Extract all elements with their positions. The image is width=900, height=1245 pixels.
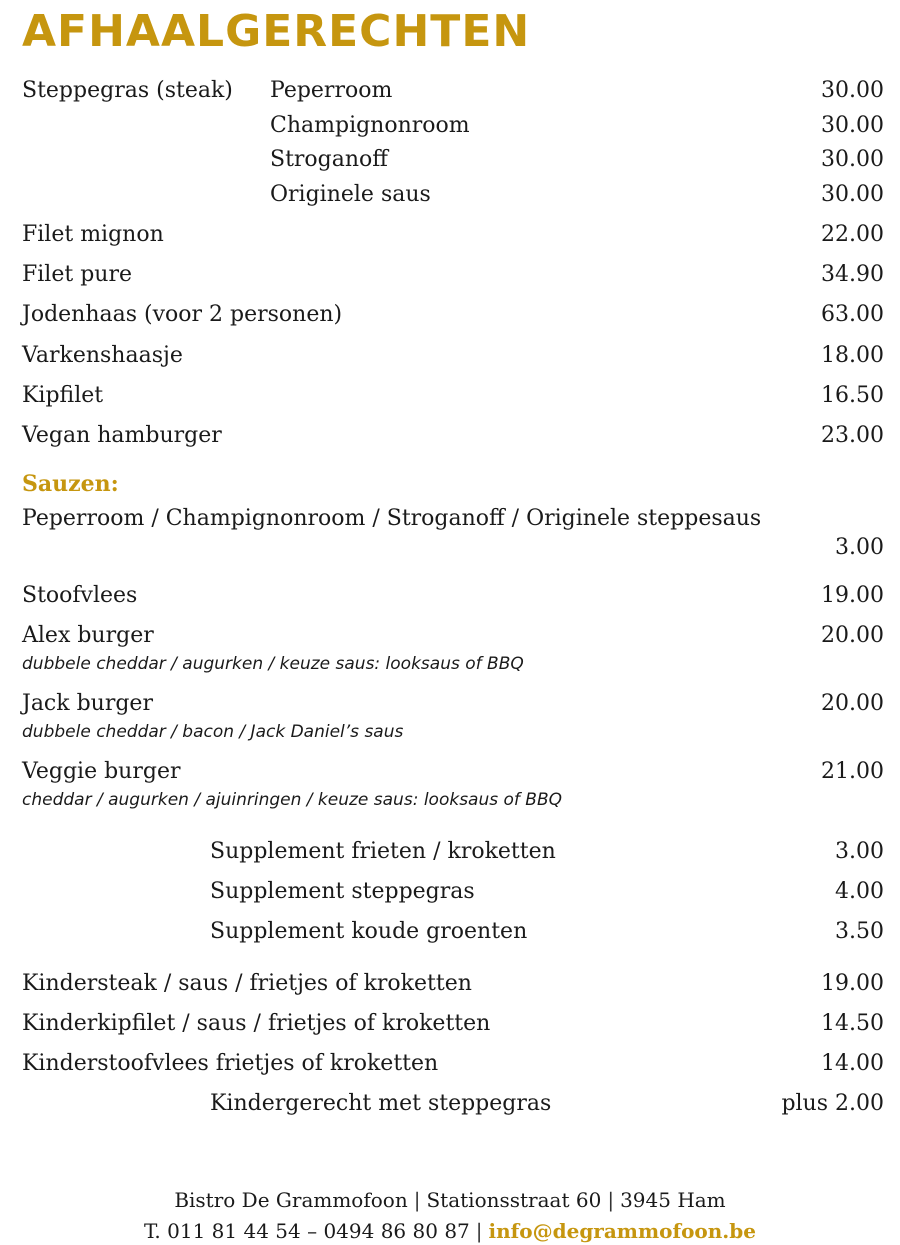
page-title: AFHAALGERECHTEN — [22, 6, 531, 57]
burger-description: cheddar / augurken / ajuinringen / keuze saus: looksaus of BBQ — [22, 790, 562, 810]
menu-item-name: Stoofvlees — [22, 583, 138, 608]
menu-item-price: 63.00 — [821, 302, 884, 327]
steppegras-option-price: 30.00 — [821, 147, 884, 172]
menu-item-name: Jodenhaas (voor 2 personen) — [22, 302, 343, 327]
steppegras-option-price: 30.00 — [821, 113, 884, 138]
burger-name: Jack burger — [22, 691, 153, 716]
steppegras-name: Steppegras (steak) — [22, 78, 233, 103]
kids-item-price: 14.00 — [821, 1051, 884, 1076]
steppegras-option-label: Stroganoff — [270, 147, 388, 172]
footer-contact-line — [0, 1218, 900, 1244]
supplement-name: Supplement frieten / kroketten — [210, 839, 556, 864]
steppegras-option-label: Originele saus — [270, 182, 431, 207]
footer-address-line — [0, 1187, 900, 1213]
burger-price: 20.00 — [821, 691, 884, 716]
supplement-price: 3.50 — [835, 919, 884, 944]
supplement-name: Supplement steppegras — [210, 879, 475, 904]
footer-email-link[interactable]: info@degrammofoon.be — [488, 1219, 756, 1243]
kids-item-price: 19.00 — [821, 971, 884, 996]
sauzen-list: Peperroom / Champignonroom / Stroganoff / Originele steppesaus — [22, 506, 762, 531]
sauzen-price: 3.00 — [835, 535, 884, 560]
menu-item-name: Filet mignon — [22, 222, 164, 247]
footer-street: Stationsstraat 60 — [426, 1188, 602, 1212]
footer-separator: | — [607, 1188, 615, 1212]
kids-item-price: 14.50 — [821, 1011, 884, 1036]
burger-price: 20.00 — [821, 623, 884, 648]
supplement-name: Supplement koude groenten — [210, 919, 528, 944]
menu-item-name: Filet pure — [22, 262, 132, 287]
menu-item-price: 23.00 — [821, 423, 884, 448]
burger-name: Alex burger — [22, 623, 154, 648]
menu-item-price: 16.50 — [821, 383, 884, 408]
menu-item-price: 18.00 — [821, 343, 884, 368]
footer-city: 3945 Ham — [620, 1188, 726, 1212]
steppegras-option-label: Champignonroom — [270, 113, 470, 138]
footer-separator: | — [475, 1219, 483, 1243]
menu-item-name: Kipfilet — [22, 383, 104, 408]
burger-description: dubbele cheddar / bacon / Jack Daniel’s saus — [22, 722, 404, 742]
footer-bistro-name: Bistro De Grammofoon — [174, 1188, 408, 1212]
kids-extra-price: plus 2.00 — [781, 1091, 884, 1116]
footer-phone: T. 011 81 44 54 – 0494 86 80 87 — [144, 1219, 470, 1243]
supplement-price: 3.00 — [835, 839, 884, 864]
supplement-price: 4.00 — [835, 879, 884, 904]
menu-item-price: 19.00 — [821, 583, 884, 608]
steppegras-option-label: Peperroom — [270, 78, 393, 103]
steppegras-option-price: 30.00 — [821, 182, 884, 207]
steppegras-option-price: 30.00 — [821, 78, 884, 103]
footer-separator: | — [413, 1188, 421, 1212]
menu-item-price: 22.00 — [821, 222, 884, 247]
kids-extra-name: Kindergerecht met steppegras — [210, 1091, 552, 1116]
kids-item-name: Kinderstoofvlees frietjes of kroketten — [22, 1051, 439, 1076]
menu-item-price: 34.90 — [821, 262, 884, 287]
sauzen-heading: Sauzen: — [22, 471, 119, 497]
burger-description: dubbele cheddar / augurken / keuze saus: looksaus of BBQ — [22, 654, 524, 674]
burger-price: 21.00 — [821, 759, 884, 784]
kids-item-name: Kinderkipfilet / saus / frietjes of kroketten — [22, 1011, 491, 1036]
menu-item-name: Vegan hamburger — [22, 423, 222, 448]
menu-item-name: Varkenshaasje — [22, 343, 183, 368]
burger-name: Veggie burger — [22, 759, 181, 784]
kids-item-name: Kindersteak / saus / frietjes of kroketten — [22, 971, 472, 996]
